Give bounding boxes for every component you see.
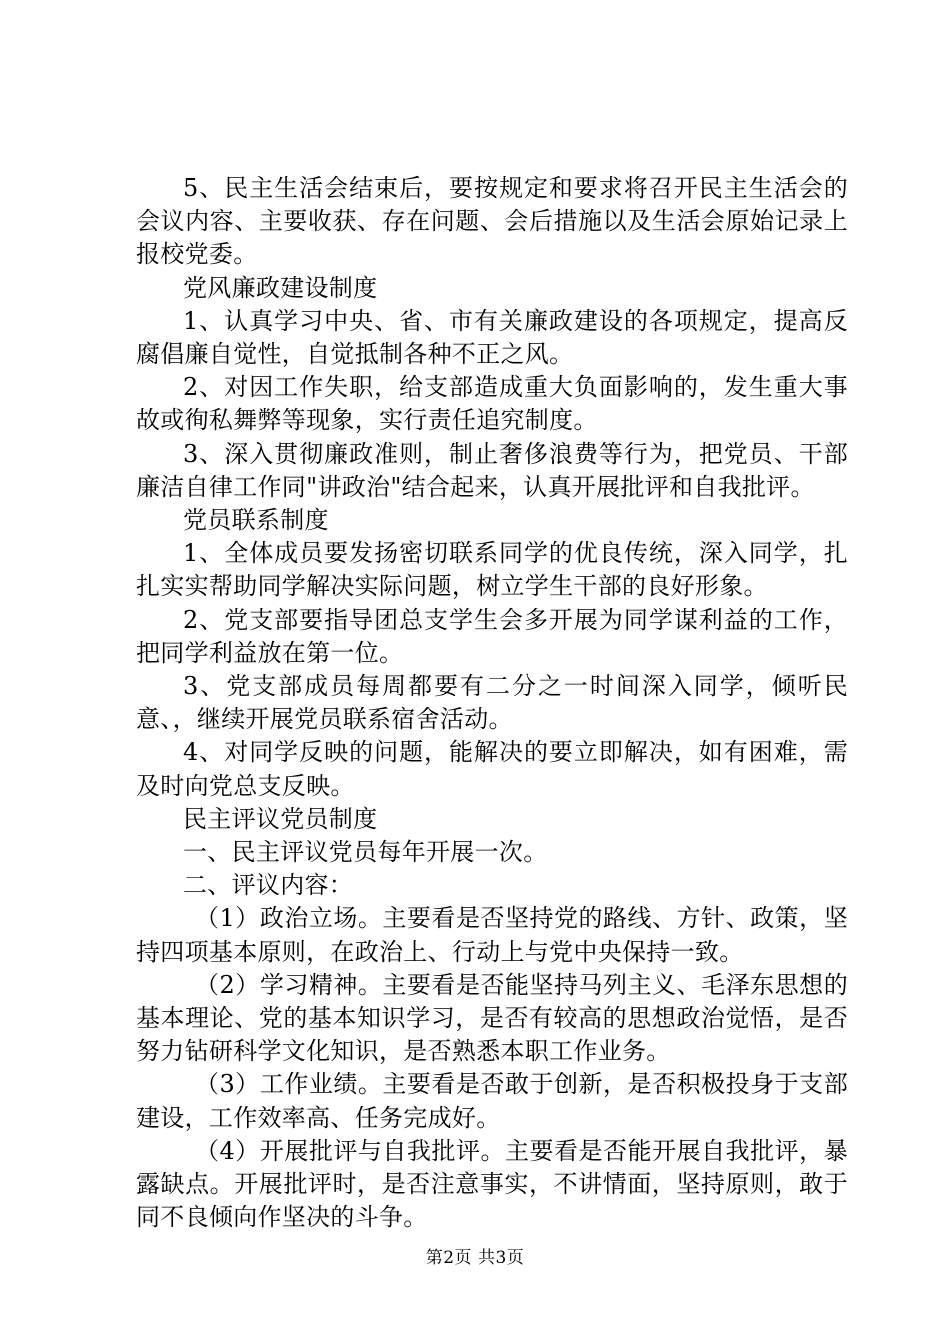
paragraph-integrity-1: 1、认真学习中央、省、市有关廉政建设的各项规定，提高反腐倡廉自觉性，自觉抵制各种不正之风。 <box>136 306 848 369</box>
paragraph-contact-1: 1、全体成员要发扬密切联系同学的优良传统，深入同学，扎扎实实帮助同学解决实际问题，树立学生干部的良好形象。 <box>136 539 848 601</box>
paragraph-contact-4: 4、对同学反映的问题，能解决的要立即解决，如有困难，需及时向党总支反映。 <box>136 738 848 800</box>
document-body <box>136 172 848 1235</box>
paragraph-evaluation-item-3: （3）工作业绩。主要看是否敢于创新，是否积极投身于支部建设，工作效率高、任务完成好。 <box>136 1070 848 1132</box>
paragraph-evaluation-item-2: （2）学习精神。主要看是否能坚持马列主义、毛泽东思想的基本理论、党的基本知识学习，是否有较高的思想政治觉悟，是否努力钻研科学文化知识，是否熟悉本职工作业务。 <box>136 970 848 1066</box>
paragraph-contact-2: 2、党支部要指导团总支学生会多开展为同学谋利益的工作，把同学利益放在第一位。 <box>136 605 848 667</box>
section-heading-evaluation: 民主评议党员制度 <box>183 804 378 833</box>
section-heading-contact: 党员联系制度 <box>183 506 329 535</box>
paragraph-integrity-3: 3、深入贯彻廉政准则，制止奢侈浪费等行为，把党员、干部廉洁自律工作同"讲政治"结合起来，认真开展批评和自我批评。 <box>136 439 848 501</box>
paragraph-integrity-2: 2、对因工作失职，给支部造成重大负面影响的，发生重大事故或徇私舞弊等现象，实行责任追究制度。 <box>136 373 848 435</box>
section-heading-integrity: 党风廉政建设制度 <box>183 273 378 302</box>
paragraph-evaluation-item-1: （1）政治立场。主要看是否坚持党的路线、方针、政策，坚持四项基本原则，在政治上、行动上与党中央保持一致。 <box>136 904 848 966</box>
paragraph-contact-3: 3、党支部成员每周都要有二分之一时间深入同学，倾听民意、，继续开展党员联系宿舍活动。 <box>136 672 848 734</box>
paragraph-item-5: 5、民主生活会结束后，要按规定和要求将召开民主生活会的会议内容、主要收获、存在问题、会后措施以及生活会原始记录上报校党委。 <box>136 174 848 269</box>
paragraph-evaluation-item-4: （4）开展批评与自我批评。主要看是否能开展自我批评，暴露缺点。开展批评时，是否注意事实，不讲情面，坚持原则，敢于同不良倾向作坚决的斗争。 <box>136 1136 848 1232</box>
page-footer: 第2页 共3页 <box>425 1248 525 1268</box>
paragraph-evaluation-2: 二、评议内容： <box>183 871 354 900</box>
paragraph-evaluation-1: 一、民主评议党员每年开展一次。 <box>183 838 548 867</box>
